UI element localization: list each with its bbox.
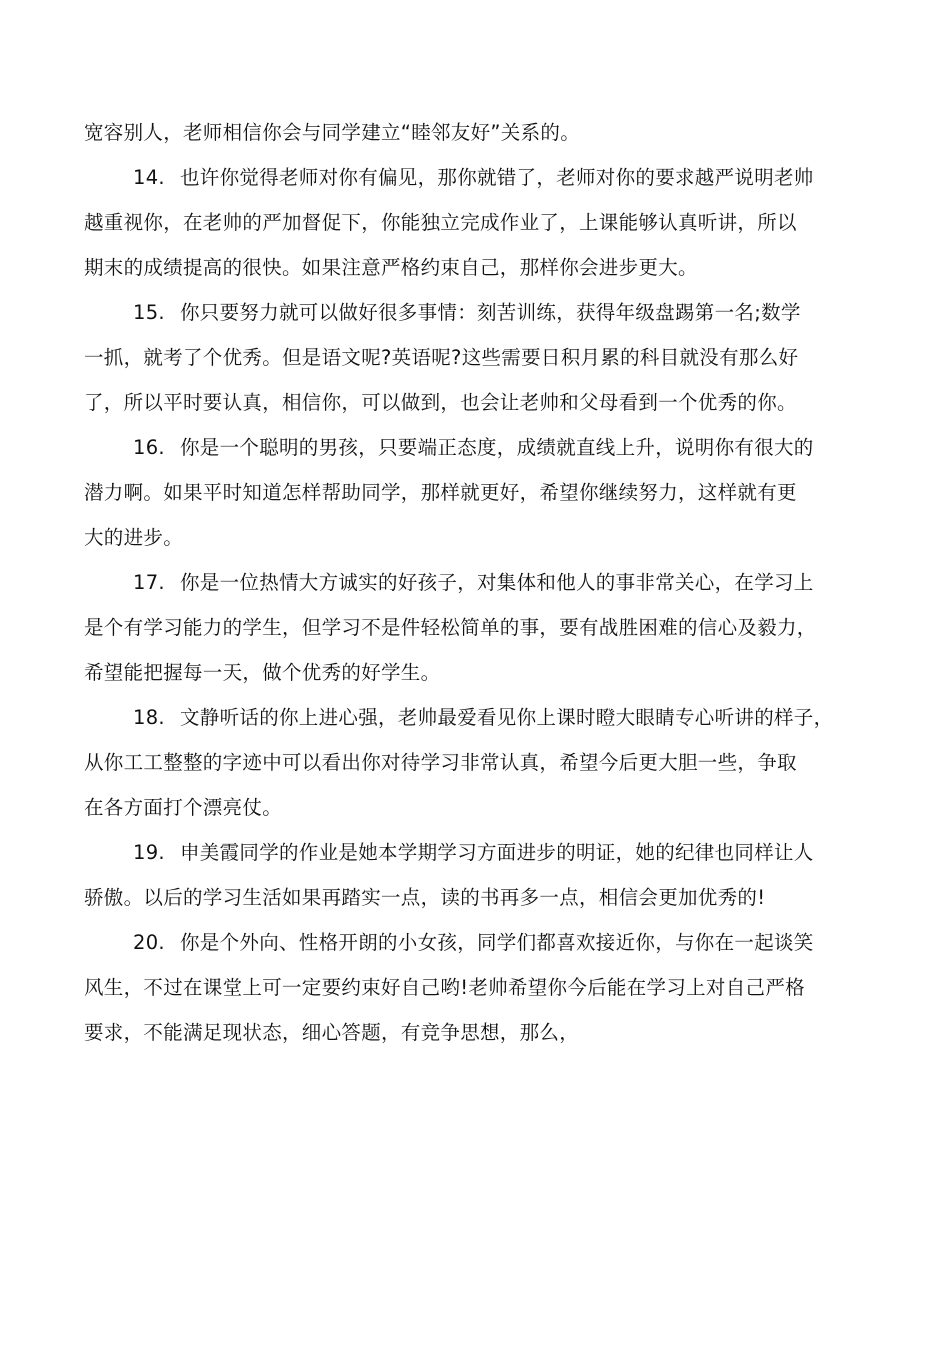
text-line: 骄傲。以后的学习生活如果再踏实一点，读的书再多一点，相信会更加优秀的! xyxy=(84,886,766,909)
text-line: 大的进步。 xyxy=(84,526,184,549)
text-line-content: 你只要努力就可以做好很多事情：刻苦训练，获得年级盘踢第一名;数学 xyxy=(180,301,801,324)
text-line xyxy=(84,425,874,470)
text-line: 越重视你，在老帅的严加督促下，你能独立完成作业了，上课能够认真听讲，所以 xyxy=(84,211,797,234)
text-line xyxy=(84,560,874,605)
item-number: 16. xyxy=(133,436,165,459)
item-number: 19. xyxy=(133,841,165,864)
text-line: 期末的成绩提高的很快。如果注意严格约束自己，那样你会进步更大。 xyxy=(84,256,698,279)
comment-item-17 xyxy=(84,560,874,695)
text-line xyxy=(84,920,874,965)
text-line: 潜力啊。如果平时知道怎样帮助同学，那样就更好，希望你继续努力，这样就有更 xyxy=(84,481,797,504)
text-line: 了，所以平时要认真，相信你，可以做到，也会让老帅和父母看到一个优秀的你。 xyxy=(84,391,797,414)
item-number: 17. xyxy=(133,571,165,594)
text-line: 风生，不过在课堂上可一定要约束好自己哟!老帅希望你今后能在学习上对自己严格 xyxy=(84,976,805,999)
item-number: 18. xyxy=(133,706,165,729)
text-line: 要求，不能满足现状态，细心答题，有竞争思想，那么， xyxy=(84,1021,580,1044)
intro-paragraph xyxy=(84,110,874,155)
comment-item-14 xyxy=(84,155,874,290)
text-line xyxy=(84,830,874,875)
text-line-content: 你是一位热情大方诚实的好孩子，对集体和他人的事非常关心，在学习上 xyxy=(180,571,814,594)
comment-item-18 xyxy=(84,695,874,830)
item-number: 20. xyxy=(133,931,165,954)
text-line: 是个有学习能力的学生，但学习不是件轻松简单的事，要有战胜困难的信心及毅力， xyxy=(84,616,817,639)
text-line-content: 文静听话的你上进心强，老帅最爱看见你上课时瞪大眼睛专心听讲的样子， xyxy=(180,706,834,729)
text-line-content: 申美霞同学的作业是她本学期学习方面进步的明证，她的纪律也同样让人 xyxy=(180,841,814,864)
text-line: 一抓，就考了个优秀。但是语文呢?英语呢?这些需要日积月累的科目就没有那么好 xyxy=(84,346,799,369)
text-line xyxy=(84,695,874,740)
text-line-content: 也许你觉得老师对你有偏见，那你就错了，老师对你的要求越严说明老帅 xyxy=(180,166,814,189)
item-number: 15. xyxy=(133,301,165,324)
text-line: 在各方面打个漂亮仗。 xyxy=(84,796,283,819)
comment-item-16 xyxy=(84,425,874,560)
text-line-content: 你是一个聪明的男孩，只要端正态度，成绩就直线上升，说明你有很大的 xyxy=(180,436,814,459)
text-line xyxy=(84,155,874,200)
text-line: 宽容别人，老师相信你会与同学建立“睦邻友好”关系的。 xyxy=(84,121,581,144)
document-body xyxy=(84,110,874,1055)
item-number: 14. xyxy=(133,166,165,189)
text-line-content: 你是个外向、性格开朗的小女孩，同学们都喜欢接近你，与你在一起谈笑 xyxy=(180,931,814,954)
text-line xyxy=(84,290,874,335)
comment-item-20 xyxy=(84,920,874,1055)
comment-item-15 xyxy=(84,290,874,425)
comment-item-19 xyxy=(84,830,874,920)
text-line: 从你工工整整的字迹中可以看出你对待学习非常认真，希望今后更大胆一些，争取 xyxy=(84,751,797,774)
text-line: 希望能把握每一天，做个优秀的好学生。 xyxy=(84,661,441,684)
